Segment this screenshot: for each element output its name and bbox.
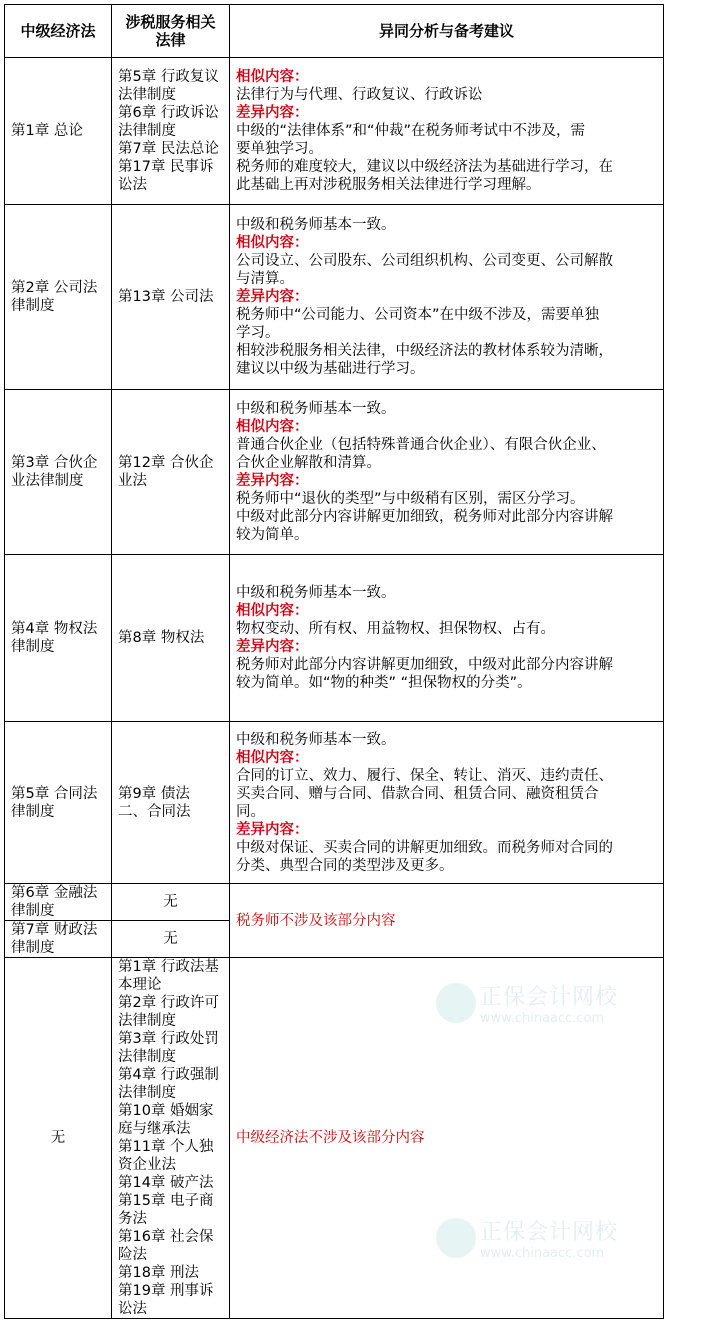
comparison-table: [4, 4, 664, 1319]
section-label: 差异内容：: [236, 821, 309, 838]
analysis-text: 税务师中“退伙的类型”与中级稍有区别，需区分学习。: [236, 491, 585, 507]
analysis-text: 税务师的难度较大，建议以中级经济法为基础进行学习，在 此基础上再对涉税服务相关法律进行学习理解。: [236, 159, 613, 193]
intermediate-chapter-cell: 第2章 公司法 律制度: [5, 205, 112, 390]
tax-law-chapter-cell: 无: [112, 921, 230, 958]
table-row: [5, 205, 664, 390]
analysis-note-cell: 税务师不涉及该部分内容: [230, 884, 664, 958]
analysis-cell: [230, 205, 664, 390]
analysis-text: 物权变动、所有权、用益物权、担保物权、占有。: [236, 621, 555, 637]
tax-law-chapter-cell: 第8章 物权法: [112, 555, 230, 722]
section-label: 相似内容：: [236, 419, 309, 435]
header-intermediate-economic-law: 中级经济法: [5, 5, 112, 58]
intermediate-chapter-cell: 第3章 合伙企 业法律制度: [5, 390, 112, 555]
watermark-url: www.chinaacc.com: [480, 1246, 605, 1261]
analysis-cell: [230, 555, 664, 722]
watermark-url: www.chinaacc.com: [480, 1011, 605, 1026]
intermediate-chapter-cell: 第6章 金融法 律制度: [5, 884, 112, 921]
section-label: 差异内容：: [236, 105, 309, 121]
section-label: 差异内容：: [236, 289, 309, 305]
section-label: 相似内容：: [236, 603, 309, 619]
table-row: [5, 58, 664, 205]
analysis-cell: [230, 390, 664, 555]
tax-law-chapter-cell: 第1章 行政法基 本理论 第2章 行政许可 法律制度 第3章 行政处罚 法律制度 第4章 行政强制 法律制度 第10章 婚姻家 庭与继承法 第11章 个人独 资企业法 第14章 破产法 第15章 电子商 务法 第16章 社会保 险法 第18章 刑法 第19章 刑事诉 讼法: [112, 958, 230, 1319]
intermediate-chapter-cell: 第5章 合同法 律制度: [5, 722, 112, 884]
analysis-text: 中级和税务师基本一致。: [236, 217, 396, 233]
analysis-text: 税务师对此部分内容讲解更加细致，中级对此部分内容讲解 较为简单。如“物的种类” “担保物权的分类”。: [236, 657, 613, 691]
section-label: 相似内容：: [236, 235, 309, 251]
tax-law-chapter-cell: 第13章 公司法: [112, 205, 230, 390]
intermediate-chapter-cell: 无: [5, 958, 112, 1319]
intermediate-chapter-cell: 第7章 财政法 律制度: [5, 921, 112, 958]
analysis-text: 中级和税务师基本一致。: [236, 731, 396, 748]
section-label: 相似内容：: [236, 69, 309, 85]
analysis-text: 中级的“法律体系”和“仲裁”在税务师考试中不涉及，需 要单独学习。: [236, 123, 586, 157]
analysis-text: 相较涉税服务相关法律，中级经济法的教材体系较为清晰， 建议以中级为基础进行学习。: [236, 343, 613, 377]
table-row: [5, 555, 664, 722]
section-label: 差异内容：: [236, 473, 309, 489]
header-tax-service-law: 涉税服务相关 法律: [112, 5, 230, 58]
analysis-text: 普通合伙企业（包括特殊普通合伙企业）、有限合伙企业、 合伙企业解散和清算。: [236, 437, 606, 471]
analysis-text: 中级对此部分内容讲解更加细致，税务师对此部分内容讲解 较为简单。: [236, 509, 613, 543]
analysis-text: 中级和税务师基本一致。: [236, 401, 396, 417]
intermediate-chapter-cell: 第4章 物权法 律制度: [5, 555, 112, 722]
tax-law-chapter-cell: 第12章 合伙企 业法: [112, 390, 230, 555]
analysis-text: 合同的订立、效力、履行、保全、转让、消灭、违约责任、 买卖合同、赠与合同、借款合同、租赁合同、融资租赁合 同。: [236, 767, 613, 820]
table-row: [5, 958, 664, 1319]
analysis-text: 中级和税务师基本一致。: [236, 585, 396, 601]
watermark-name: 正保会计网校: [480, 1220, 619, 1245]
table-row: [5, 390, 664, 555]
tax-law-chapter-cell: 无: [112, 884, 230, 921]
section-label: 相似内容：: [236, 749, 309, 766]
header-analysis: 异同分析与备考建议: [230, 5, 664, 58]
analysis-text: 税务师中“公司能力、公司资本”在中级不涉及，需要单独 学习。: [236, 307, 600, 341]
table-row: [5, 722, 664, 884]
section-label: 差异内容：: [236, 639, 309, 655]
tax-law-chapter-cell: 第5章 行政复议 法律制度 第6章 行政诉讼 法律制度 第7章 民法总论 第17章 民事诉 讼法: [112, 58, 230, 205]
header-row: [5, 5, 664, 58]
analysis-text: 中级对保证、买卖合同的讲解更加细致。而税务师对合同的 分类、典型合同的类型涉及更多。: [236, 839, 613, 874]
table-row: [5, 884, 664, 921]
tax-law-chapter-cell: 第9章 债法 二、合同法: [112, 722, 230, 884]
intermediate-chapter-cell: 第1章 总论: [5, 58, 112, 205]
analysis-cell: [230, 722, 664, 884]
watermark-name: 正保会计网校: [480, 985, 619, 1010]
analysis-text: 法律行为与代理、行政复议、行政诉讼: [236, 87, 483, 103]
analysis-cell: [230, 58, 664, 205]
analysis-note-cell: 中级经济法不涉及该部分内容: [230, 958, 664, 1319]
analysis-text: 公司设立、公司股东、公司组织机构、公司变更、公司解散 与清算。: [236, 253, 613, 287]
